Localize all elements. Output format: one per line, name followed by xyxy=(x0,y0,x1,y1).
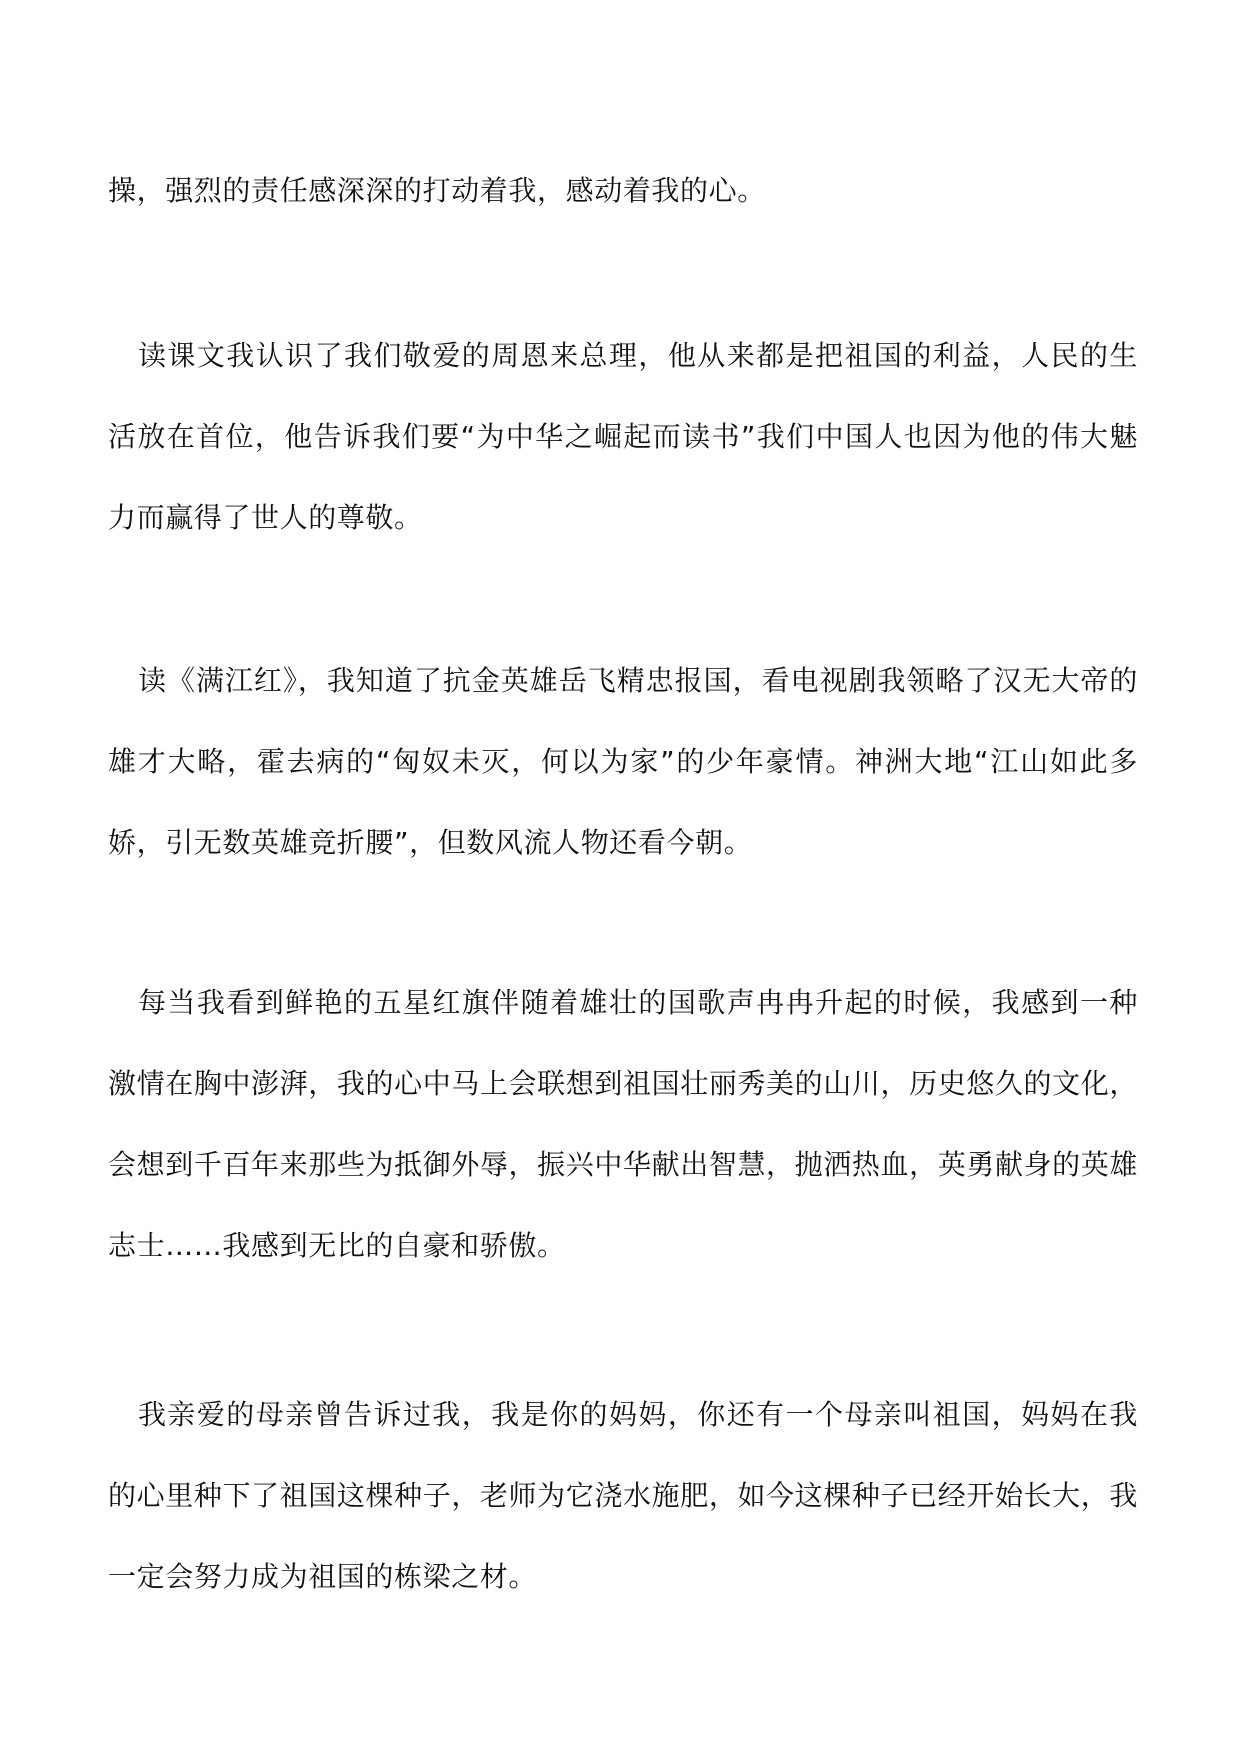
paragraph-mother: 我亲爱的母亲曾告诉过我，我是你的妈妈，你还有一个母亲叫祖国，妈妈在我的心里种下了祖国这棵种子，老师为它浇水施肥，如今这棵种子已经开始长大，我一定会努力成为祖国的栋梁之材。 xyxy=(108,1398,1138,1593)
paragraph-zhou-enlai: 读课文我认识了我们敬爱的周恩来总理，他从来都是把祖国的利益，人民的生活放在首位，他告诉我们要“为中华之崛起而读书”我们中国人也因为他的伟大魅力而赢得了世人的尊敬。 xyxy=(108,339,1138,534)
paragraph-national-flag: 每当我看到鲜艳的五星红旗伴随着雄壮的国歌声冉冉升起的时候，我感到一种激情在胸中澎湃，我的心中马上会联想到祖国壮丽秀美的山川，历史悠久的文化，会想到千百年来那些为抵御外辱，振兴中华献出智慧，抛洒热血，英勇献身的英雄志士……我感到无比的自豪和骄傲。 xyxy=(108,986,1138,1262)
paragraph-continuation: 操，强烈的责任感深深的打动着我，感动着我的心。 xyxy=(108,174,766,207)
paragraph-man-jiang-hong: 读《满江红》，我知道了抗金英雄岳飞精忠报国，看电视剧我领略了汉无大帝的雄才大略，霍去病的“匈奴未灭，何以为家”的少年豪情。神洲大地“江山如此多娇，引无数英雄竞折腰”，但数风流人物还看今朝。 xyxy=(108,664,1138,859)
